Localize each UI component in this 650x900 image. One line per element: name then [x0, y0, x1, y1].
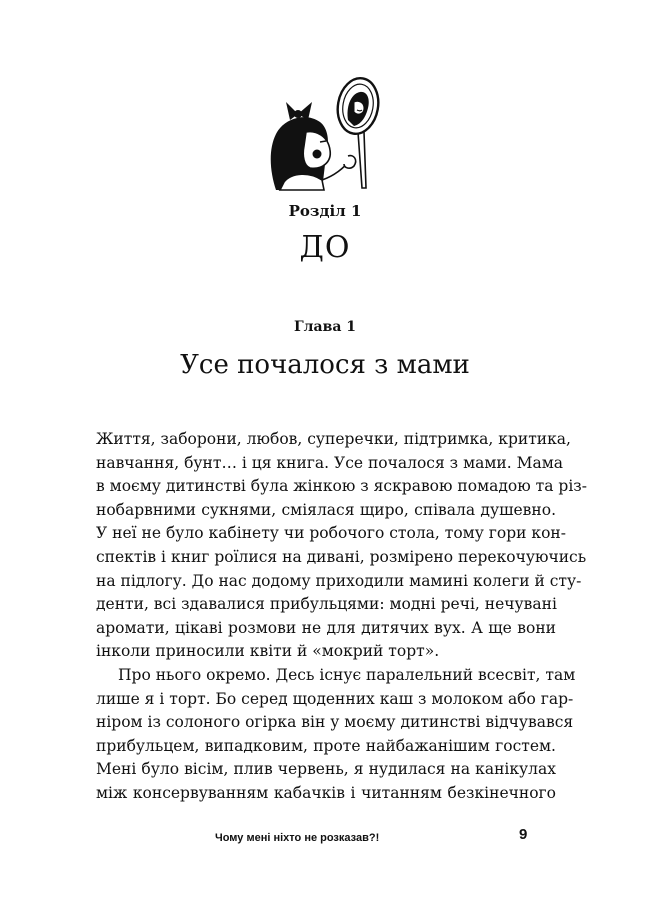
paragraph	[96, 428, 587, 664]
text-line: денти, всі здавалися прибульцями: модні речі, нечувані	[96, 595, 557, 614]
section-title: ДО	[299, 230, 351, 265]
section-label: Розділ 1	[288, 202, 362, 220]
text-line: між консервуванням кабачків і читанням безкінечного	[96, 783, 556, 802]
text-line: аромати, цікаві розмови не для дитячих вух. А ще вони	[96, 618, 556, 637]
text-line: Про нього окремо. Десь існує паралельний всесвіт, там	[118, 665, 576, 684]
text-line: спектів і книг роїлися на дивані, розмірено перекочуючись	[96, 547, 587, 566]
chapter-title: Усе почалося з мами	[180, 350, 470, 380]
text-line: на підлогу. До нас додому приходили мамині колеги й сту-	[96, 571, 582, 590]
text-line: лише я і торт. Бо серед щоденних каш з молоком або гар-	[96, 689, 574, 708]
text-line: Мені було вісім, плив червень, я нудилася на канікулах	[96, 760, 556, 779]
text-line: інколи приносили квіти й «мокрий торт».	[96, 642, 440, 661]
text-line: в моєму дитинстві була жінкою з яскравою помадою та різ-	[96, 477, 587, 496]
chapter-label: Глава 1	[293, 319, 357, 335]
text-line: прибульцем, випадковим, проте найбажанішим гостем.	[96, 736, 556, 755]
text-line: Життя, заборони, любов, суперечки, підтримка, критика,	[96, 430, 571, 448]
text-line: У неї не було кабінету чи робочого стола, тому гори кон-	[96, 524, 566, 543]
girl-with-mirror-illustration	[262, 72, 386, 196]
footer-book-title: Чому мені ніхто не розказав?!	[215, 832, 380, 844]
body-text	[96, 428, 587, 806]
chapter-illustration	[262, 72, 386, 196]
text-line: ніром із солоного огірка він у моєму дитинстві відчувався	[96, 713, 574, 732]
page-number: 9	[519, 826, 528, 843]
text-line: нобарвними сукнями, сміялася щиро, співала душевно.	[96, 500, 556, 519]
paragraph	[96, 664, 576, 806]
text-line: навчання, бунт… і ця книга. Усе почалося з мами. Мама	[96, 453, 564, 472]
